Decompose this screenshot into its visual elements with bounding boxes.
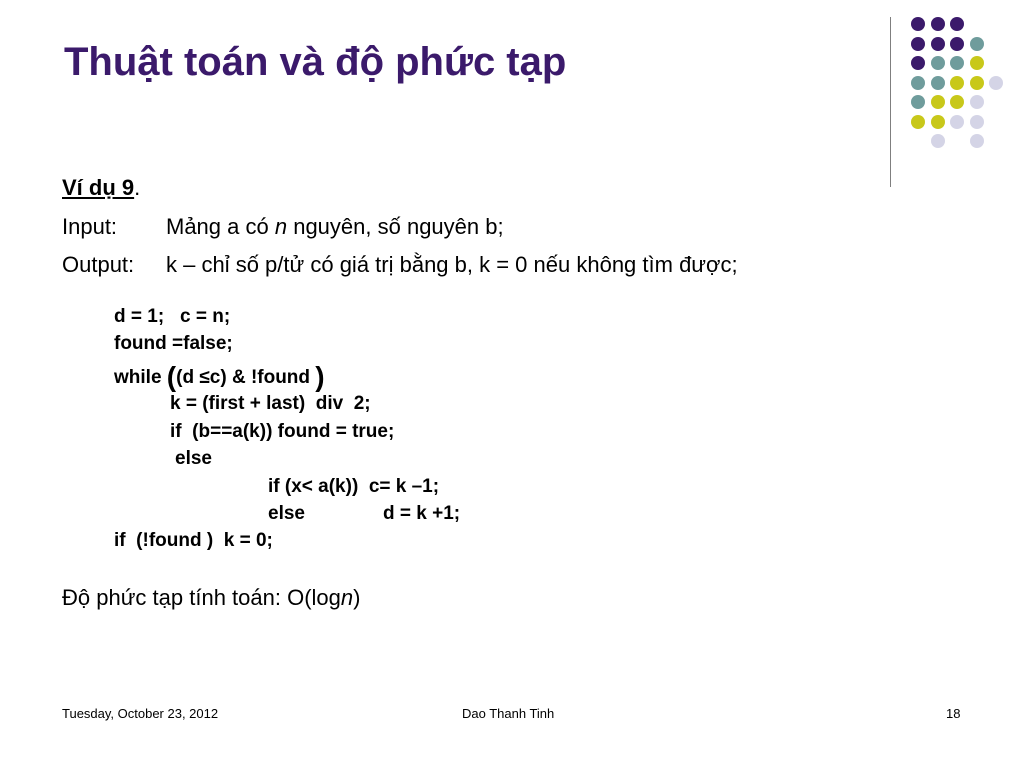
decorative-dot xyxy=(950,17,964,31)
code-line-1: d = 1; c = n; xyxy=(114,306,231,327)
decorative-dot xyxy=(931,95,945,109)
open-paren: ( xyxy=(166,361,177,392)
example-label: Ví dụ 9 xyxy=(62,175,135,200)
complexity-text-post: ) xyxy=(353,585,361,610)
close-paren: ) xyxy=(315,361,325,392)
decorative-dot xyxy=(911,95,925,109)
decorative-dot xyxy=(970,115,984,129)
output-value: k – chỉ số p/tử có giá trị bằng b, k = 0 nếu không tìm được; xyxy=(166,252,738,277)
decorative-dot xyxy=(950,56,964,70)
output-key: Output: xyxy=(62,252,135,277)
code-line-7: if (x< a(k)) c= k –1; xyxy=(268,476,440,497)
decorative-dot xyxy=(931,134,945,148)
decorative-dot xyxy=(911,56,925,70)
decorative-dot xyxy=(950,37,964,51)
decorative-dot xyxy=(950,76,964,90)
code-line-9: if (!found ) k = 0; xyxy=(114,530,273,551)
example-heading xyxy=(62,175,140,201)
decorative-dot xyxy=(970,37,984,51)
code-line-4: k = (first + last) div 2; xyxy=(170,393,371,414)
footer-page-number: 18 xyxy=(946,706,961,721)
code-line-8-else: else xyxy=(268,503,305,524)
decorative-dot xyxy=(931,37,945,51)
decorative-dot xyxy=(911,115,925,129)
decorative-dot-grid xyxy=(0,0,1024,200)
decorative-dot xyxy=(931,115,945,129)
code-line-2: found =false; xyxy=(114,333,233,354)
code-line-5: if (b==a(k)) found = true; xyxy=(170,421,395,442)
decorative-dot xyxy=(989,76,1003,90)
while-condition: (d ≤c) & !found xyxy=(176,367,316,388)
complexity-text-pre: Độ phức tạp tính toán: O(log xyxy=(62,585,341,610)
decorative-dot xyxy=(911,17,925,31)
complexity-line xyxy=(62,585,360,611)
example-suffix: . xyxy=(134,175,141,200)
decorative-dot xyxy=(970,134,984,148)
decorative-dot xyxy=(911,37,925,51)
decorative-dot xyxy=(950,95,964,109)
code-line-8-assign: d = k +1; xyxy=(383,503,461,524)
decorative-dot xyxy=(931,76,945,90)
input-value xyxy=(166,214,504,240)
decorative-dot xyxy=(911,76,925,90)
decorative-dot xyxy=(950,115,964,129)
input-n: n xyxy=(274,214,288,239)
divider-line xyxy=(890,17,891,187)
input-key: Input: xyxy=(62,214,118,239)
code-line-6: else xyxy=(175,448,212,469)
decorative-dot xyxy=(970,76,984,90)
input-text-post: nguyên, số nguyên b; xyxy=(287,214,504,239)
decorative-dot xyxy=(970,95,984,109)
code-line-3 xyxy=(114,361,325,393)
decorative-dot xyxy=(970,56,984,70)
decorative-dot xyxy=(931,17,945,31)
complexity-n: n xyxy=(340,585,354,610)
footer-author: Dao Thanh Tinh xyxy=(462,706,555,721)
decorative-dot xyxy=(931,56,945,70)
while-keyword: while xyxy=(114,367,167,388)
footer-date: Tuesday, October 23, 2012 xyxy=(62,706,219,721)
slide-title: Thuật toán và độ phức tạp xyxy=(64,40,567,84)
input-text-pre: Mảng a có xyxy=(166,214,275,239)
